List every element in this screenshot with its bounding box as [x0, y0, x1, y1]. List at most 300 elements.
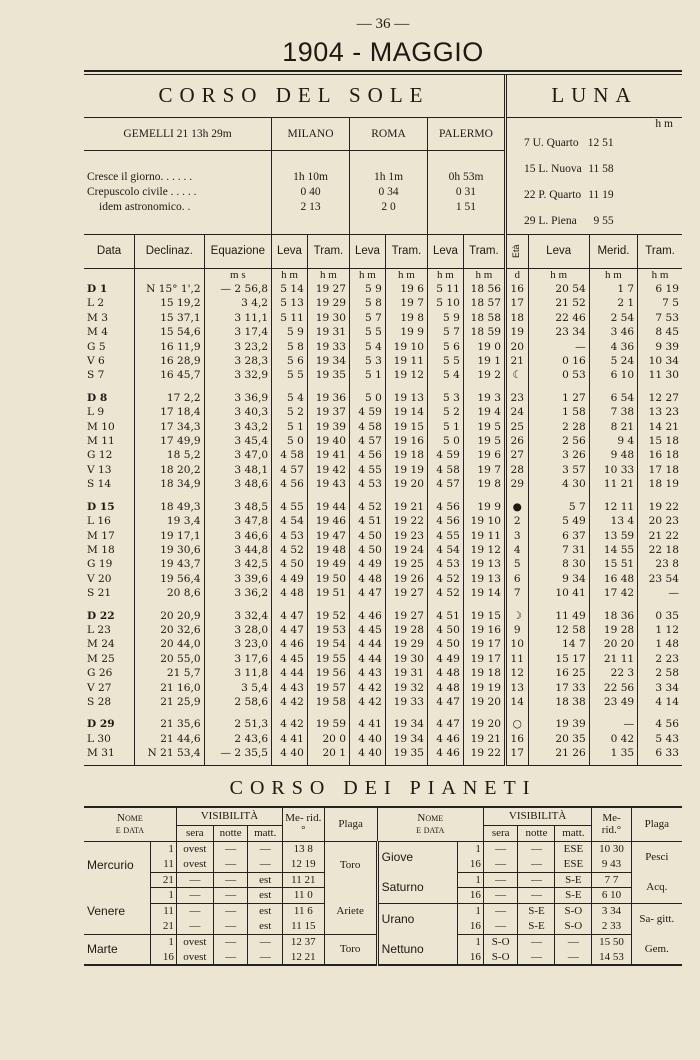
data-cell: 19 27 [385, 586, 427, 600]
data-cell: 4 52 [428, 572, 464, 586]
day-row [84, 681, 682, 695]
data-cell: 4 51 [428, 609, 464, 623]
data-cell: 19 20 [463, 695, 505, 709]
day-row [84, 572, 682, 586]
visibility-header: VISIBILITÀ [176, 807, 282, 825]
data-cell: M 4 [84, 325, 135, 339]
planet-visibility: ESE [555, 857, 592, 873]
data-cell: 13 [505, 681, 528, 695]
data-cell: 4 41 [350, 717, 386, 731]
moon-phase-time: 12 51 [587, 136, 614, 149]
daylight-value: 2 13 [300, 200, 321, 213]
data-cell: N 15° 1',2 [135, 282, 205, 296]
data-cell: 3 11,8 [204, 666, 271, 680]
data-cell: 4 40 [350, 732, 386, 746]
planet-meridian: 11 21 [283, 872, 325, 888]
planet-visibility: — [248, 841, 283, 857]
data-cell: 1 7 [589, 282, 637, 296]
day-row [84, 354, 682, 368]
data-cell: 4 47 [428, 717, 464, 731]
planet-meridian: 11 6 [283, 903, 325, 919]
planet-visibility: — [213, 950, 248, 966]
planet-plaga: Pesci [645, 850, 669, 863]
planet-name-header [377, 807, 483, 841]
unit-label [135, 268, 205, 282]
data-cell: 4 50 [350, 529, 386, 543]
data-cell: 2 [505, 514, 528, 528]
data-cell: 4 46 [350, 609, 386, 623]
planet-plaga: Acq. [631, 872, 682, 903]
unit-label: h m [589, 268, 637, 282]
column-header: Età [505, 234, 528, 268]
planet-visibility: est [248, 903, 283, 919]
data-cell: 19 24 [385, 543, 427, 557]
day-row [84, 623, 682, 637]
daylight-value: 1h 1m [373, 170, 404, 183]
data-cell: 16 [505, 732, 528, 746]
data-cell: 17 34,3 [135, 420, 205, 434]
planet-visibility: est [248, 919, 283, 935]
data-cell: 28 [505, 463, 528, 477]
daylight-value: 1h 10m [293, 170, 328, 183]
column-header: Tram. [463, 234, 505, 268]
data-cell: 19 34 [307, 354, 349, 368]
data-cell: 20 55,0 [135, 652, 205, 666]
planet-visibility: — [483, 872, 518, 888]
data-cell: 26 [505, 434, 528, 448]
data-cell: 15 19,2 [135, 296, 205, 310]
data-cell: L 23 [84, 623, 135, 637]
planet-visibility: — [248, 857, 283, 873]
daylight-palermo [428, 151, 506, 234]
data-cell: 19 56,4 [135, 572, 205, 586]
data-cell: 0 42 [589, 732, 637, 746]
planet-visibility: ovest [176, 857, 213, 873]
planet-visibility: — [555, 950, 592, 966]
data-cell: 10 33 [589, 463, 637, 477]
column-header: Leva [272, 234, 308, 268]
gemelli-entry: GEMELLI 21 13h 29m [84, 117, 272, 151]
moon-phase-time: 11 58 [588, 162, 614, 175]
planet-visibility: — [176, 872, 213, 888]
data-cell: 19 28 [589, 623, 637, 637]
planet-date: 1 [151, 888, 176, 904]
data-cell: 14 55 [589, 543, 637, 557]
data-cell: 5 7 [428, 325, 464, 339]
data-cell: 4 42 [350, 681, 386, 695]
data-cell: 12 58 [528, 623, 589, 637]
data-cell: 5 9 [428, 311, 464, 325]
data-cell: 7 31 [528, 543, 589, 557]
planet-visibility: S-E [555, 888, 592, 904]
planets-section-title: CORSO DEI PIANETI [229, 777, 537, 800]
unit-label: h m [528, 268, 589, 282]
column-header: Tram. [307, 234, 349, 268]
data-cell: 19 48 [307, 543, 349, 557]
data-cell: G 12 [84, 448, 135, 462]
data-cell: 19 13 [463, 557, 505, 571]
data-cell: 3 45,4 [204, 434, 271, 448]
data-cell: 5 9 [350, 282, 386, 296]
data-cell: 3 42,5 [204, 557, 271, 571]
data-cell: 3 34 [655, 681, 679, 694]
data-cell: 21 44,6 [135, 732, 205, 746]
data-cell: 19 34 [385, 732, 427, 746]
unit-label [84, 268, 135, 282]
column-header: Equazione [204, 234, 271, 268]
day-row [84, 311, 682, 325]
daily-data [84, 282, 682, 761]
data-cell: 19 46 [307, 514, 349, 528]
data-cell: 5 43 [655, 732, 679, 745]
data-cell: 5 9 [272, 325, 308, 339]
data-cell: 3 46 [589, 325, 637, 339]
meridian-header: Me- rid.° [592, 807, 631, 841]
daylight-value: 2 0 [381, 200, 396, 213]
day-row [84, 609, 682, 623]
data-cell: 4 47 [350, 586, 386, 600]
data-cell: 9 34 [528, 572, 589, 586]
data-cell: 14 [505, 695, 528, 709]
data-cell: 16 28,9 [135, 354, 205, 368]
planet-visibility: — [518, 888, 555, 904]
data-cell: 14 7 [528, 637, 589, 651]
date-header-text: e data [416, 824, 445, 837]
data-cell: 5 11 [272, 311, 308, 325]
data-cell: 4 14 [655, 695, 679, 708]
data-cell: 19 36 [307, 391, 349, 405]
data-cell: 12 27 [648, 391, 679, 404]
data-cell: 4 53 [272, 529, 308, 543]
data-cell: 0 16 [528, 354, 589, 368]
data-cell: V 20 [84, 572, 135, 586]
data-cell: 4 48 [428, 666, 464, 680]
data-cell: 19 14 [385, 405, 427, 419]
planet-date: 16 [458, 919, 483, 935]
data-cell: 22 3 [589, 666, 637, 680]
data-cell: 23 8 [655, 558, 679, 571]
daylight-milano [272, 151, 350, 234]
data-cell: M 25 [84, 652, 135, 666]
data-cell: 17 49,9 [135, 434, 205, 448]
column-header: Leva [528, 234, 589, 268]
data-cell: 19 5 [463, 434, 505, 448]
planet-visibility: S-O [483, 934, 518, 950]
planet-visibility: ovest [176, 950, 213, 966]
unit-label: h m [651, 269, 669, 282]
daylight-value: 0 34 [378, 185, 399, 198]
data-cell: 20 0 [307, 732, 349, 746]
data-cell: 19 41 [307, 448, 349, 462]
day-row [84, 477, 682, 491]
day-row [84, 434, 682, 448]
planet-date: 1 [151, 841, 176, 857]
daylight-value: 0 31 [455, 185, 477, 198]
moon-phase-list [524, 130, 614, 234]
data-cell: D 29 [84, 717, 135, 731]
data-cell: 19 1 [463, 354, 505, 368]
data-cell: 4 42 [272, 717, 308, 731]
data-cell: 4 48 [272, 586, 308, 600]
data-cell: 4 44 [272, 666, 308, 680]
data-cell: 10 [505, 637, 528, 651]
data-cell: 4 49 [272, 572, 308, 586]
daylight-value: 0h 53m [448, 170, 484, 183]
day-row [84, 732, 682, 746]
planet-visibility: — [518, 857, 555, 873]
data-cell: 21 25,9 [135, 695, 205, 709]
data-cell: 19 35 [385, 746, 427, 760]
data-cell: 4 36 [589, 340, 637, 354]
planet-meridian: 7 7 [592, 872, 631, 888]
data-cell: 4 52 [428, 586, 464, 600]
data-cell: L 9 [84, 405, 135, 419]
name-header-text: Nome [117, 812, 143, 825]
data-cell: 7 [505, 586, 528, 600]
day-row [84, 420, 682, 434]
data-cell: 5 3 [428, 391, 464, 405]
planet-row [84, 841, 682, 857]
moon-phase-label: 15 L. Nuova [523, 162, 582, 175]
data-cell: 19 10 [463, 514, 505, 528]
data-cell: 19 22 [385, 514, 427, 528]
planet-name: Giove [377, 841, 458, 872]
moon-phase-label: 7 U. Quarto [523, 136, 579, 149]
day-row [84, 282, 682, 296]
data-cell: 4 54 [272, 514, 308, 528]
data-cell: 6 54 [589, 391, 637, 405]
moon-phase-time: 9 55 [593, 214, 614, 227]
data-cell: 11 [505, 652, 528, 666]
units-row [84, 268, 682, 282]
data-cell: 21 26 [528, 746, 589, 760]
data-cell: 19 18 [385, 448, 427, 462]
data-cell: 3 43,2 [204, 420, 271, 434]
data-cell: 5 0 [272, 434, 308, 448]
data-cell: 20 8,6 [135, 586, 205, 600]
data-cell: 4 45 [272, 652, 308, 666]
data-cell: 4 53 [428, 557, 464, 571]
data-cell: 20 [505, 340, 528, 354]
day-row [84, 368, 682, 382]
data-cell: M 3 [84, 311, 135, 325]
planet-meridian: 15 50 [592, 934, 631, 950]
planet-visibility: — [518, 950, 555, 966]
data-cell: 1 12 [655, 623, 679, 636]
data-cell: S 21 [84, 586, 135, 600]
data-cell: 20 23 [648, 515, 679, 528]
data-cell: 18 38 [528, 695, 589, 709]
data-cell: 16 25 [528, 666, 589, 680]
planet-name: Marte [84, 934, 151, 965]
data-cell: 6 33 [655, 747, 679, 760]
data-cell: 4 45 [350, 623, 386, 637]
data-cell: 4 46 [428, 746, 464, 760]
data-cell: 4 42 [350, 695, 386, 709]
data-cell: 18 19 [648, 478, 679, 491]
data-cell: 0 35 [655, 609, 679, 622]
data-cell: 5 2 [428, 405, 464, 419]
data-cell: M 18 [84, 543, 135, 557]
data-cell: 19 20 [385, 477, 427, 491]
data-cell: 19 47 [307, 529, 349, 543]
data-cell: 19 31 [307, 325, 349, 339]
data-cell: 19 59 [307, 717, 349, 731]
data-cell: 13 59 [589, 529, 637, 543]
data-cell: 19 49 [307, 557, 349, 571]
column-header: Leva [428, 234, 464, 268]
data-cell: 4 55 [428, 529, 464, 543]
planet-visibility: ovest [176, 841, 213, 857]
unit-label: d [505, 268, 528, 282]
daylight-label: Cresce il giorno. . . . . . [87, 170, 193, 183]
data-cell: 2 58,6 [204, 695, 271, 709]
data-cell: 15 54,6 [135, 325, 205, 339]
data-cell: 3 47,8 [204, 514, 271, 528]
planet-plaga: Sa- gitt. [639, 912, 675, 925]
data-cell: 19 8 [385, 311, 427, 325]
data-cell: 3 17,4 [204, 325, 271, 339]
planet-meridian: 9 43 [592, 857, 631, 873]
planet-visibility: — [483, 888, 518, 904]
data-cell: 5 7 [528, 500, 589, 514]
data-cell: 29 [505, 477, 528, 491]
data-cell: — 2 35,5 [204, 746, 271, 760]
planet-visibility: — [213, 857, 248, 873]
matt-header: matt. [248, 825, 283, 841]
data-cell: 19 22 [648, 500, 679, 513]
data-cell: 19 50 [307, 572, 349, 586]
data-cell: 23 34 [528, 325, 589, 339]
daylight-roma [350, 151, 428, 234]
data-cell: 6 37 [528, 529, 589, 543]
data-cell: 20 20,9 [135, 609, 205, 623]
notte-header: notte [213, 825, 248, 841]
data-cell: 5 14 [272, 282, 308, 296]
data-cell: 19 [505, 325, 528, 339]
data-cell: 4 50 [428, 623, 464, 637]
unit-label: m s [204, 268, 271, 282]
data-cell: V 27 [84, 681, 135, 695]
planet-visibility: — [213, 934, 248, 950]
week-gap [84, 709, 682, 717]
column-header: Leva [350, 234, 386, 268]
day-row [84, 652, 682, 666]
data-cell: 22 18 [648, 543, 679, 556]
data-cell: — [668, 587, 679, 600]
data-cell: 5 13 [272, 296, 308, 310]
data-cell: 9 39 [655, 340, 679, 353]
data-cell: M 10 [84, 420, 135, 434]
data-cell: 19 16 [385, 434, 427, 448]
planet-name: Nettuno [377, 934, 458, 965]
data-cell: 15 51 [589, 557, 637, 571]
data-cell: 19 43 [307, 477, 349, 491]
data-cell: 5 6 [272, 354, 308, 368]
data-cell: 4 51 [350, 514, 386, 528]
data-cell: 8 21 [589, 420, 637, 434]
data-cell: D 1 [84, 282, 135, 296]
data-cell: 19 3,4 [135, 514, 205, 528]
planet-visibility: — [213, 919, 248, 935]
data-cell: 19 30 [307, 311, 349, 325]
data-cell: 3 4,2 [204, 296, 271, 310]
sun-section-title: CORSO DEL SOLE [84, 75, 505, 117]
data-cell: 19 43,7 [135, 557, 205, 571]
data-cell: 3 57 [528, 463, 589, 477]
city-palermo: PALERMO [428, 117, 506, 151]
day-row [84, 695, 682, 709]
data-cell: 20 32,6 [135, 623, 205, 637]
data-cell: 17 [505, 296, 528, 310]
planet-date: 1 [458, 934, 483, 950]
meridian-header: Me- rid.° [283, 807, 325, 841]
planet-row [84, 903, 682, 919]
data-cell: 4 44 [350, 652, 386, 666]
planet-visibility: — [518, 934, 555, 950]
data-cell: 5 8 [272, 340, 308, 354]
data-cell: 2 23 [655, 652, 679, 665]
data-cell: 19 39 [307, 420, 349, 434]
data-cell: 3 36,9 [204, 391, 271, 405]
data-cell: S 14 [84, 477, 135, 491]
moon-section-title: LUNA [505, 75, 682, 117]
data-cell: 19 35 [307, 368, 349, 382]
data-cell: S 28 [84, 695, 135, 709]
data-cell: 5 10 [428, 296, 464, 310]
data-cell: 19 14 [463, 586, 505, 600]
planet-date: 1 [151, 934, 176, 950]
data-cell: 19 9 [463, 500, 505, 514]
data-cell: 19 21 [385, 500, 427, 514]
data-cell: 19 54 [307, 637, 349, 651]
column-header: Tram. [638, 234, 682, 268]
planet-date: 21 [151, 919, 176, 935]
planet-date: 11 [151, 857, 176, 873]
day-row [84, 586, 682, 600]
data-cell: 19 20 [463, 717, 505, 731]
planet-visibility: — [555, 934, 592, 950]
planet-rows [84, 841, 682, 965]
data-cell: 19 10 [385, 340, 427, 354]
data-cell: 19 12 [463, 543, 505, 557]
planet-visibility: — [213, 872, 248, 888]
week-gap [84, 601, 682, 609]
day-row [84, 666, 682, 680]
data-cell: 1 27 [528, 391, 589, 405]
planet-date: 1 [458, 841, 483, 857]
data-cell: 5 11 [428, 282, 464, 296]
data-cell: 10 41 [528, 586, 589, 600]
planet-row [84, 872, 682, 888]
data-cell: 5 24 [589, 354, 637, 368]
data-cell: 20 20 [589, 637, 637, 651]
data-cell: 21 5,7 [135, 666, 205, 680]
planet-meridian: 2 33 [592, 919, 631, 935]
data-cell: 7 53 [655, 311, 679, 324]
unit-label: h m [350, 268, 386, 282]
data-cell: 12 [505, 666, 528, 680]
data-cell: 16 48 [589, 572, 637, 586]
data-cell: 5 1 [350, 368, 386, 382]
data-cell: 8 30 [528, 557, 589, 571]
planet-visibility: — [248, 934, 283, 950]
data-cell: 19 17 [463, 652, 505, 666]
data-cell: 4 43 [350, 666, 386, 680]
day-row [84, 637, 682, 651]
name-header-text: Nome [417, 812, 444, 825]
data-cell: 4 53 [350, 477, 386, 491]
